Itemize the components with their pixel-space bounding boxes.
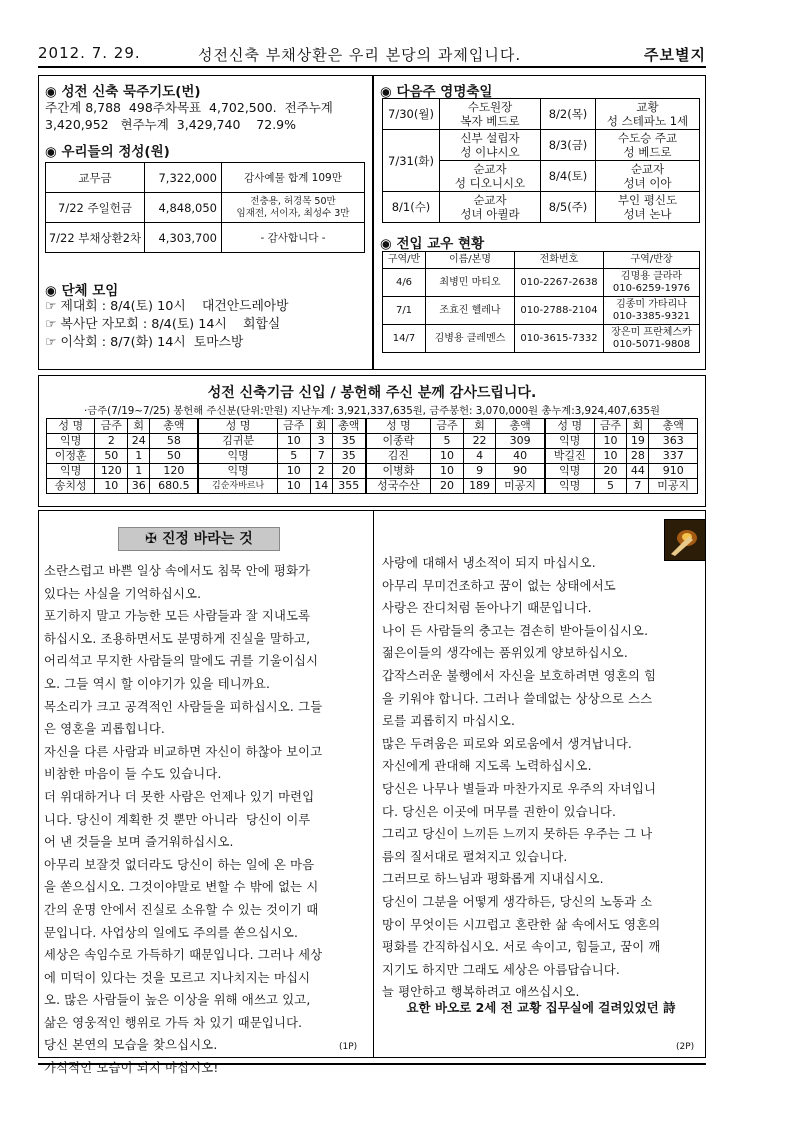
poem-line: 다. 당신은 이곳에 머무를 권한이 있습니다. [382, 804, 617, 819]
offering-label: 교무금 [46, 163, 145, 193]
donation-cell: 10 [277, 464, 310, 479]
bulletin-title: 성전신축 부채상환은 우리 본당의 과제입니다. [198, 46, 522, 64]
donation-head-cell: 금주 [431, 419, 464, 434]
poem-left-column [44, 560, 322, 1080]
donation-head-cell: 회 [463, 419, 495, 434]
poem-line: 그리고 당신이 느끼든 느끼지 못하든 우주는 그 나 [382, 827, 653, 842]
offering-thanks: - 감사합니다 - [222, 223, 365, 253]
poem-line: 하십시오. 조용하면서도 분명하게 진실을 말하고, [44, 631, 311, 646]
donation-head-cell: 총액 [150, 419, 199, 434]
donation-cell: 익명 [198, 449, 277, 464]
donation-cell: 90 [496, 464, 545, 479]
donation-cell: 익명 [545, 464, 594, 479]
assistants-head: 구역/반 [383, 252, 426, 269]
prayer-title: ◉ 성전 신축 묵주기도(번) [45, 84, 201, 100]
offering-amount: 4,303,700 [145, 223, 222, 253]
feast-date: 8/5(주) [541, 192, 596, 223]
bulletin-label: 주보별지 [644, 46, 706, 64]
donation-cell: 14 [310, 479, 332, 494]
poem-line: 많은 두려움은 피로와 외로움에서 생겨납니다. [382, 736, 633, 751]
feast-saint: 수도원장 복자 베드로 [440, 99, 541, 130]
poem-line: 자신을 다른 사람과 비교하면 자신이 하찮아 보이고 [44, 744, 323, 759]
poem-line: 지기도 하지만 그래도 세상은 아름답습니다. [382, 962, 620, 977]
poem-line: 아무리 무미건조하고 꿈이 없는 상태에서도 [382, 578, 616, 593]
donation-cell: 28 [627, 449, 649, 464]
assistants-head: 이름/본명 [426, 252, 515, 269]
donation-cell: 337 [649, 449, 698, 464]
donation-cell: 10 [431, 464, 464, 479]
feast-saint: 순교자 성 디오니시오 [440, 161, 541, 192]
feast-table [382, 98, 700, 223]
donation-cell: 5 [277, 449, 310, 464]
poem-line: 평화를 간직하십시오. 서로 속이고, 힘들고, 꿈이 깨 [382, 940, 661, 955]
candle-icon-art [665, 520, 705, 560]
donation-cell: 익명 [545, 479, 594, 494]
poem-line: 자신에게 관대해 지도록 노력하십시오. [382, 759, 592, 774]
page-header [38, 40, 706, 66]
assistants-head: 구역/반장 [604, 252, 700, 269]
page-number-left: (1P) [339, 1042, 358, 1052]
donation-head-cell: 총액 [332, 419, 366, 434]
donation-cell: 김순자바르나 [198, 479, 277, 494]
donation-cell: 2 [310, 464, 332, 479]
poem-line: 망이 무엇이든 시끄럽고 혼란한 삶 속에서도 영혼의 [382, 917, 661, 932]
poem-line: 로를 괴롭히지 마십시오. [382, 714, 516, 729]
poem-line: 있다는 사실을 기억하십시오. [44, 586, 202, 601]
poem-line: 사랑에 대해서 냉소적이 되지 마십시오. [382, 556, 596, 570]
donation-cell: 3 [310, 434, 332, 449]
assistants-cell: 조효진 헬레나 [426, 297, 515, 325]
donation-cell: 50 [150, 449, 199, 464]
donation-cell: 10 [431, 449, 464, 464]
donation-cell: 35 [332, 434, 366, 449]
feast-date: 8/1(수) [383, 192, 440, 223]
assistants-table [382, 251, 700, 353]
poem-line: 갑작스러운 불행에서 자신을 보호하려면 영혼의 힘 [382, 668, 657, 683]
assistants-cell: 7/1 [383, 297, 426, 325]
donation-cell: 4 [463, 449, 495, 464]
donation-summary: ·금주(7/19~7/25) 봉헌해 주신분(단위:만원) 지난누계: 3,921,337,635원, 금주봉헌: 3,070,000원 총누계:3,924,407,635원 [84, 405, 660, 417]
donation-head-cell: 금주 [95, 419, 128, 434]
donation-head-cell: 금주 [277, 419, 310, 434]
donation-cell: 19 [627, 434, 649, 449]
prayer-line-2: 3,420,952 현주누계 3,429,740 72.9% [45, 117, 297, 132]
donation-cell: 이정훈 [47, 449, 95, 464]
assistants-cell: 장은미 프란체스카 010-5071-9808 [604, 325, 700, 353]
donation-cell: 김귀분 [198, 434, 277, 449]
donation-cell: 이종락 [366, 434, 431, 449]
poem-line: 어 낸 것들을 보며 즐거워하십시오. [44, 835, 234, 850]
poem-line: 목소리가 크고 공격적인 사람들을 피하십시오. 그들 [44, 699, 323, 714]
candle-icon [664, 519, 706, 561]
poem-line: 포기하지 말고 가능한 모든 사람들과 잘 지내도록 [44, 609, 311, 624]
poem-line: 에 미덕이 있다는 것을 모르고 지나치지는 마십시 [44, 970, 311, 985]
donation-cell: 120 [150, 464, 199, 479]
donation-head-cell: 회 [128, 419, 150, 434]
poem-line: 을 쏟으십시오. 그것이야말로 변할 수 밖에 없는 시 [44, 880, 319, 895]
poem-line: 간의 운명 안에서 진실로 소유할 수 있는 것이기 때 [44, 902, 319, 917]
donation-cell: 이병화 [366, 464, 431, 479]
donation-cell: 910 [649, 464, 698, 479]
donation-cell: 50 [95, 449, 128, 464]
donation-cell: 36 [128, 479, 150, 494]
donation-cell: 5 [431, 434, 464, 449]
donation-head-row [47, 419, 698, 434]
assistants-cell: 김병용 클레멘스 [426, 325, 515, 353]
donation-cell: 20 [594, 464, 627, 479]
donation-cell: 10 [95, 479, 128, 494]
poem-line: 젊은이들의 생각에는 품위있게 양보하십시오. [382, 646, 628, 661]
poem-line: 니다. 당신이 계획한 것 뿐만 아니라 당신이 이루 [44, 812, 311, 827]
poem-source: 요한 바오로 2세 전 교황 집무실에 걸려있었던 詩 [406, 1000, 676, 1015]
feast-date: 8/2(목) [541, 99, 596, 130]
donation-cell: 송치성 [47, 479, 95, 494]
donation-head-cell: 총액 [649, 419, 698, 434]
donation-row [47, 479, 698, 494]
offering-donors-line: 임재전, 서이자, 최성수 3만 [236, 207, 350, 219]
assistants-head: 전화번호 [515, 252, 604, 269]
poem-line: 세상은 속임수로 가득하기 때문입니다. 그러나 세상 [44, 948, 323, 963]
donation-cell: 익명 [545, 434, 594, 449]
donation-cell: 성국수산 [366, 479, 431, 494]
poem-line: 사랑은 잔디처럼 돋아나기 때문입니다. [382, 601, 592, 616]
donation-row [47, 464, 698, 479]
feast-saint: 순교자 성녀 이아 [596, 161, 700, 192]
donation-cell: 7 [627, 479, 649, 494]
group-item: ☞ 제대회 : 8/4(토) 10시 대건안드레아방 [45, 299, 289, 314]
feast-date: 8/4(토) [541, 161, 596, 192]
donation-cell: 10 [594, 434, 627, 449]
donation-head-cell: 성 명 [47, 419, 95, 434]
poem-column-divider [373, 510, 374, 1058]
feast-date: 7/30(월) [383, 99, 440, 130]
donation-title: 성전 신축기금 신입 / 봉헌해 주신 분께 감사드립니다. [207, 385, 537, 401]
poem-right-column [382, 552, 661, 1004]
poem-line: 그러므로 하느님과 평화롭게 지내십시오. [382, 872, 604, 887]
donation-table [46, 418, 698, 494]
donation-cell: 189 [463, 479, 495, 494]
donation-head-cell: 성 명 [366, 419, 431, 434]
bulletin-date: 2012. 7. 29. [38, 44, 141, 62]
poem-line: 소란스럽고 바쁜 일상 속에서도 침묵 안에 평화가 [44, 564, 311, 578]
donation-head-cell: 성 명 [545, 419, 594, 434]
donation-head-cell: 회 [627, 419, 649, 434]
feast-saint: 수도승 주교 성 베드로 [596, 130, 700, 161]
offering-amount: 7,322,000 [145, 163, 222, 193]
page-number-right: (2P) [676, 1042, 695, 1052]
assistants-cell: 010-2267-2638 [515, 269, 604, 297]
poem-line: 오. 그들 역시 할 이야기가 있을 테니까요. [44, 676, 271, 691]
donation-cell: 1 [128, 449, 150, 464]
feast-saint: 순교자 성녀 아퀼라 [440, 192, 541, 223]
offering-amount: 4,848,050 [145, 193, 222, 223]
donation-cell: 1 [128, 464, 150, 479]
groups-title: ◉ 단체 모임 [45, 283, 119, 299]
donation-cell: 10 [277, 479, 310, 494]
assistants-cell: 010-3615-7332 [515, 325, 604, 353]
donation-row [47, 434, 698, 449]
donation-cell: 58 [150, 434, 199, 449]
feast-date: 7/31(화) [383, 130, 440, 192]
donation-cell: 35 [332, 449, 366, 464]
donation-cell: 익명 [47, 434, 95, 449]
donation-cell: 2 [95, 434, 128, 449]
group-item: ☞ 복사단 자모회 : 8/4(토) 14시 회합실 [45, 317, 281, 332]
poem-title: ✠ 진정 바라는 것 [118, 527, 280, 551]
donation-cell: 10 [594, 449, 627, 464]
offering-donors-line: 전충용, 허경목 50만 [250, 195, 336, 207]
donation-cell: 20 [332, 464, 366, 479]
donation-cell: 44 [627, 464, 649, 479]
donation-cell: 40 [496, 449, 545, 464]
offering-label: 7/22 부채상환2차 [46, 223, 145, 253]
offering-table [45, 162, 365, 253]
poem-line: 오. 많은 사람들이 높은 이상을 위해 애쓰고 있고, [44, 993, 311, 1008]
offering-donors [222, 193, 365, 223]
donation-cell: 익명 [47, 464, 95, 479]
donation-cell: 309 [496, 434, 545, 449]
poem-line: 당신 본연의 모습을 찾으십시오. [44, 1038, 218, 1053]
donation-cell: 박길진 [545, 449, 594, 464]
poem-line: 비참한 마음이 들 수도 있습니다. [44, 767, 222, 782]
donation-cell: 355 [332, 479, 366, 494]
offering-note: 감사예물 합계 109만 [222, 163, 365, 193]
poem-line: 가식적인 모습이 되지 마십시오! [44, 1061, 219, 1076]
offering-title: ◉ 우리들의 정성(원) [45, 144, 170, 160]
feast-saint: 신부 설립자 성 이냐시오 [440, 130, 541, 161]
donation-row [47, 449, 698, 464]
donation-head-cell: 성 명 [198, 419, 277, 434]
assistants-cell: 4/6 [383, 269, 426, 297]
poem-line: 삶은 영웅적인 행위로 가득 차 있기 때문입니다. [44, 1015, 303, 1030]
prayer-line-1: 주간계 8,788 498주차목표 4,702,500. 전주누계 [45, 100, 333, 115]
poem-line: 나이 든 사람들의 충고는 겸손히 받아들이십시오. [382, 623, 649, 638]
donation-head-cell: 금주 [594, 419, 627, 434]
feast-saint: 부인 평신도 성녀 논나 [596, 192, 700, 223]
donation-cell: 미공지 [496, 479, 545, 494]
donation-cell: 680.5 [150, 479, 199, 494]
offering-label: 7/22 주일헌금 [46, 193, 145, 223]
poem-line: 아무리 보잘것 없더라도 당신이 하는 일에 온 마음 [44, 857, 315, 872]
donation-head-cell: 총액 [496, 419, 545, 434]
header-rule [38, 66, 706, 68]
donation-cell: 김진 [366, 449, 431, 464]
poem-line: 을 키워야 합니다. 그러나 쓸데없는 상상으로 스스 [382, 691, 653, 706]
donation-cell: 363 [649, 434, 698, 449]
donation-cell: 10 [277, 434, 310, 449]
assistants-cell: 최병민 마티오 [426, 269, 515, 297]
donation-cell: 7 [310, 449, 332, 464]
assistants-title: ◉ 전입 교우 현황 [380, 236, 485, 252]
donation-cell: 120 [95, 464, 128, 479]
donation-cell: 20 [431, 479, 464, 494]
poem-line: 은 영혼을 괴롭힙니다. [44, 722, 166, 737]
feast-saint: 교황 성 스테파노 1세 [596, 99, 700, 130]
assistants-cell: 김종미 가타리나 010-3385-9321 [604, 297, 700, 325]
donation-cell: 익명 [198, 464, 277, 479]
poem-line: 당신은 나무나 별들과 마찬가지로 우주의 자녀입니 [382, 781, 657, 796]
poem-line: 늘 평안하고 행복하려고 애쓰십시오. [382, 985, 580, 1000]
donation-cell: 미공지 [649, 479, 698, 494]
assistants-cell: 010-2788-2104 [515, 297, 604, 325]
footer-rule [38, 1063, 706, 1065]
poem-line: 어리석고 무지한 사람들의 말에도 귀를 기울이십시 [44, 654, 319, 669]
assistants-cell: 14/7 [383, 325, 426, 353]
poem-line: 문입니다. 사업상의 일에도 주의를 쏟으십시오. [44, 925, 299, 940]
donation-cell: 5 [594, 479, 627, 494]
donation-cell: 22 [463, 434, 495, 449]
feast-date: 8/3(금) [541, 130, 596, 161]
donation-cell: 24 [128, 434, 150, 449]
feast-title: ◉ 다음주 영명축일 [380, 84, 493, 100]
assistants-cell: 김명용 클라라 010-6259-1976 [604, 269, 700, 297]
poem-line: 당신이 그분을 어떻게 생각하든, 당신의 노동과 소 [382, 894, 653, 909]
donation-cell: 9 [463, 464, 495, 479]
group-item: ☞ 이삭회 : 8/7(화) 14시 토마스방 [45, 335, 244, 350]
donation-head-cell: 회 [310, 419, 332, 434]
poem-line: 더 위대하거나 더 못한 사람은 언제나 있기 마련입 [44, 789, 315, 804]
poem-line: 름의 질서대로 펼쳐지고 있습니다. [382, 849, 568, 864]
